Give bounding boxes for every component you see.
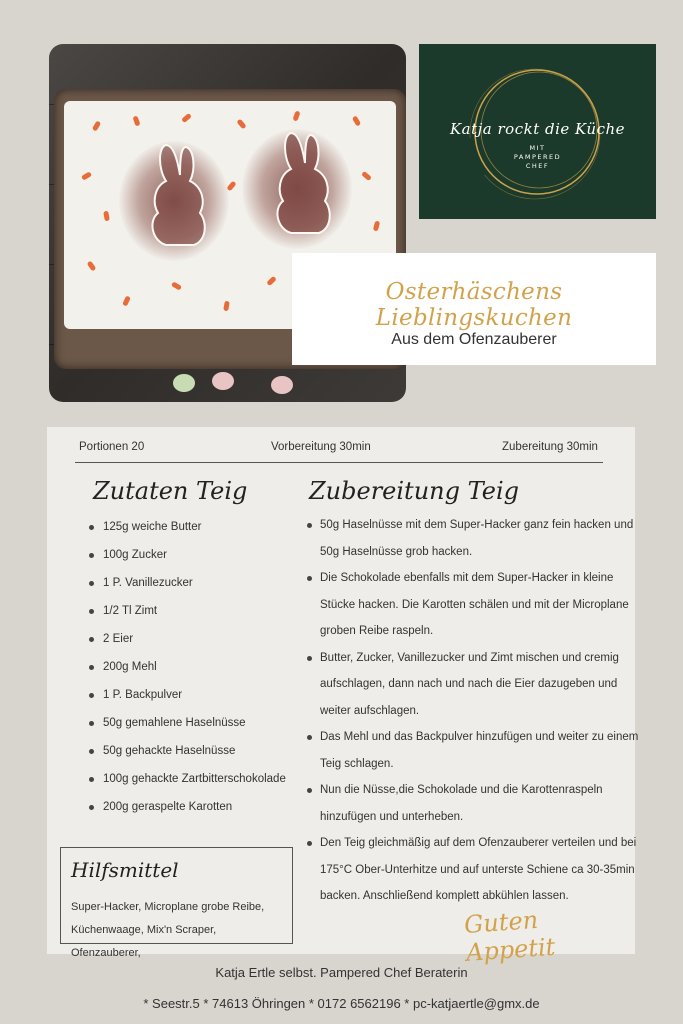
carrot-decoration xyxy=(226,181,236,192)
ingredient-item: 100g gehackte Zartbitterschokolade xyxy=(87,765,286,793)
ingredient-item: 1 P. Backpulver xyxy=(87,681,286,709)
carrot-decoration xyxy=(171,281,182,290)
closing-greeting: Guten Appetit xyxy=(463,905,557,967)
ingredients-title: Zutaten Teig xyxy=(93,477,248,505)
meta-divider xyxy=(75,462,603,463)
carrot-decoration xyxy=(236,119,246,130)
recipe-panel xyxy=(47,427,639,967)
ingredient-item: 50g gehackte Haselnüsse xyxy=(87,737,286,765)
ingredient-item: 1/2 Tl Zimt xyxy=(87,597,286,625)
logo-sub-line: PAMPERED xyxy=(513,153,562,161)
carrot-decoration xyxy=(103,211,110,222)
brand-logo xyxy=(419,44,656,219)
carrot-decoration xyxy=(122,295,131,306)
logo-subtitle xyxy=(419,144,656,171)
carrot-decoration xyxy=(92,120,101,131)
prep-time-label: Vorbereitung 30min xyxy=(271,441,371,453)
easter-egg-icon xyxy=(271,376,293,394)
step-item: Butter, Zucker, Vanillezucker und Zimt mischen und cremig aufschlagen, dann nach und nach die Eier dazugeben und weiter aufschlagen. xyxy=(305,645,641,725)
step-item: Die Schokolade ebenfalls mit dem Super-Hacker in kleine Stücke hacken. Die Karotten schälen und mit der Microplane groben Reibe raspeln. xyxy=(305,565,641,645)
steps-title: Zubereitung Teig xyxy=(309,477,519,505)
footer-contact: * Seestr.5 * 74613 Öhringen * 0172 6562196 * pc-katjaertle@gmx.de xyxy=(143,996,540,1011)
logo-sub-line: CHEF xyxy=(525,162,550,170)
steps-list xyxy=(305,512,641,910)
step-item: Nun die Nüsse,die Schokolade und die Karottenraspeln hinzufügen und unterheben. xyxy=(305,777,641,830)
carrot-decoration xyxy=(81,171,92,180)
carrot-decoration xyxy=(223,301,230,312)
footer-name: Katja Ertle selbst. Pampered Chef Beraterin xyxy=(215,965,468,980)
ingredients-list xyxy=(87,513,286,821)
title-box xyxy=(292,253,656,365)
step-item: 50g Haselnüsse mit dem Super-Hacker ganz fein hacken und 50g Haselnüsse grob hacken. xyxy=(305,512,641,565)
easter-egg-icon xyxy=(212,372,234,390)
step-item: Das Mehl und das Backpulver hinzufügen und weiter zu einem Teig schlagen. xyxy=(305,724,641,777)
carrot-decoration xyxy=(266,276,277,287)
ingredient-item: 50g gemahlene Haselnüsse xyxy=(87,709,286,737)
tools-text: Super-Hacker, Microplane grobe Reibe, Küchenwaage, Mix'n Scraper, Ofenzauberer, xyxy=(71,901,265,959)
carrot-decoration xyxy=(292,110,300,121)
recipe-subtitle: Aus dem Ofenzauberer xyxy=(391,331,557,348)
carrot-decoration xyxy=(181,113,192,123)
ingredient-item: 200g Mehl xyxy=(87,653,286,681)
ingredient-item: 2 Eier xyxy=(87,625,286,653)
bunny-stencil-icon xyxy=(269,129,339,239)
ingredient-item: 1 P. Vanillezucker xyxy=(87,569,286,597)
ingredient-item: 125g weiche Butter xyxy=(87,513,286,541)
cook-time-label: Zubereitung 30min xyxy=(502,441,598,453)
carrot-decoration xyxy=(361,171,372,181)
tools-title: Hilfsmittel xyxy=(71,858,179,882)
carrot-decoration xyxy=(373,221,380,232)
logo-title: Katja rockt die Küche xyxy=(449,120,626,138)
ingredient-item: 100g Zucker xyxy=(87,541,286,569)
recipe-title: Osterhäschens Lieblingskuchen xyxy=(375,279,573,331)
tools-box xyxy=(60,847,293,959)
ingredient-item: 200g geraspelte Karotten xyxy=(87,793,286,821)
bunny-stencil-icon xyxy=(144,141,214,251)
carrot-decoration xyxy=(352,115,361,126)
portions-label: Portionen 20 xyxy=(79,441,145,453)
carrot-decoration xyxy=(132,115,140,126)
easter-egg-icon xyxy=(173,374,195,392)
logo-sub-line: MIT xyxy=(529,144,546,152)
step-item: Den Teig gleichmäßig auf dem Ofenzauberer verteilen und bei 175°C Ober-Unterhitze und auf unterste Schiene ca 30-35min backen. Anschließend komplett abkühlen lassen. xyxy=(305,830,641,910)
carrot-decoration xyxy=(87,260,97,271)
